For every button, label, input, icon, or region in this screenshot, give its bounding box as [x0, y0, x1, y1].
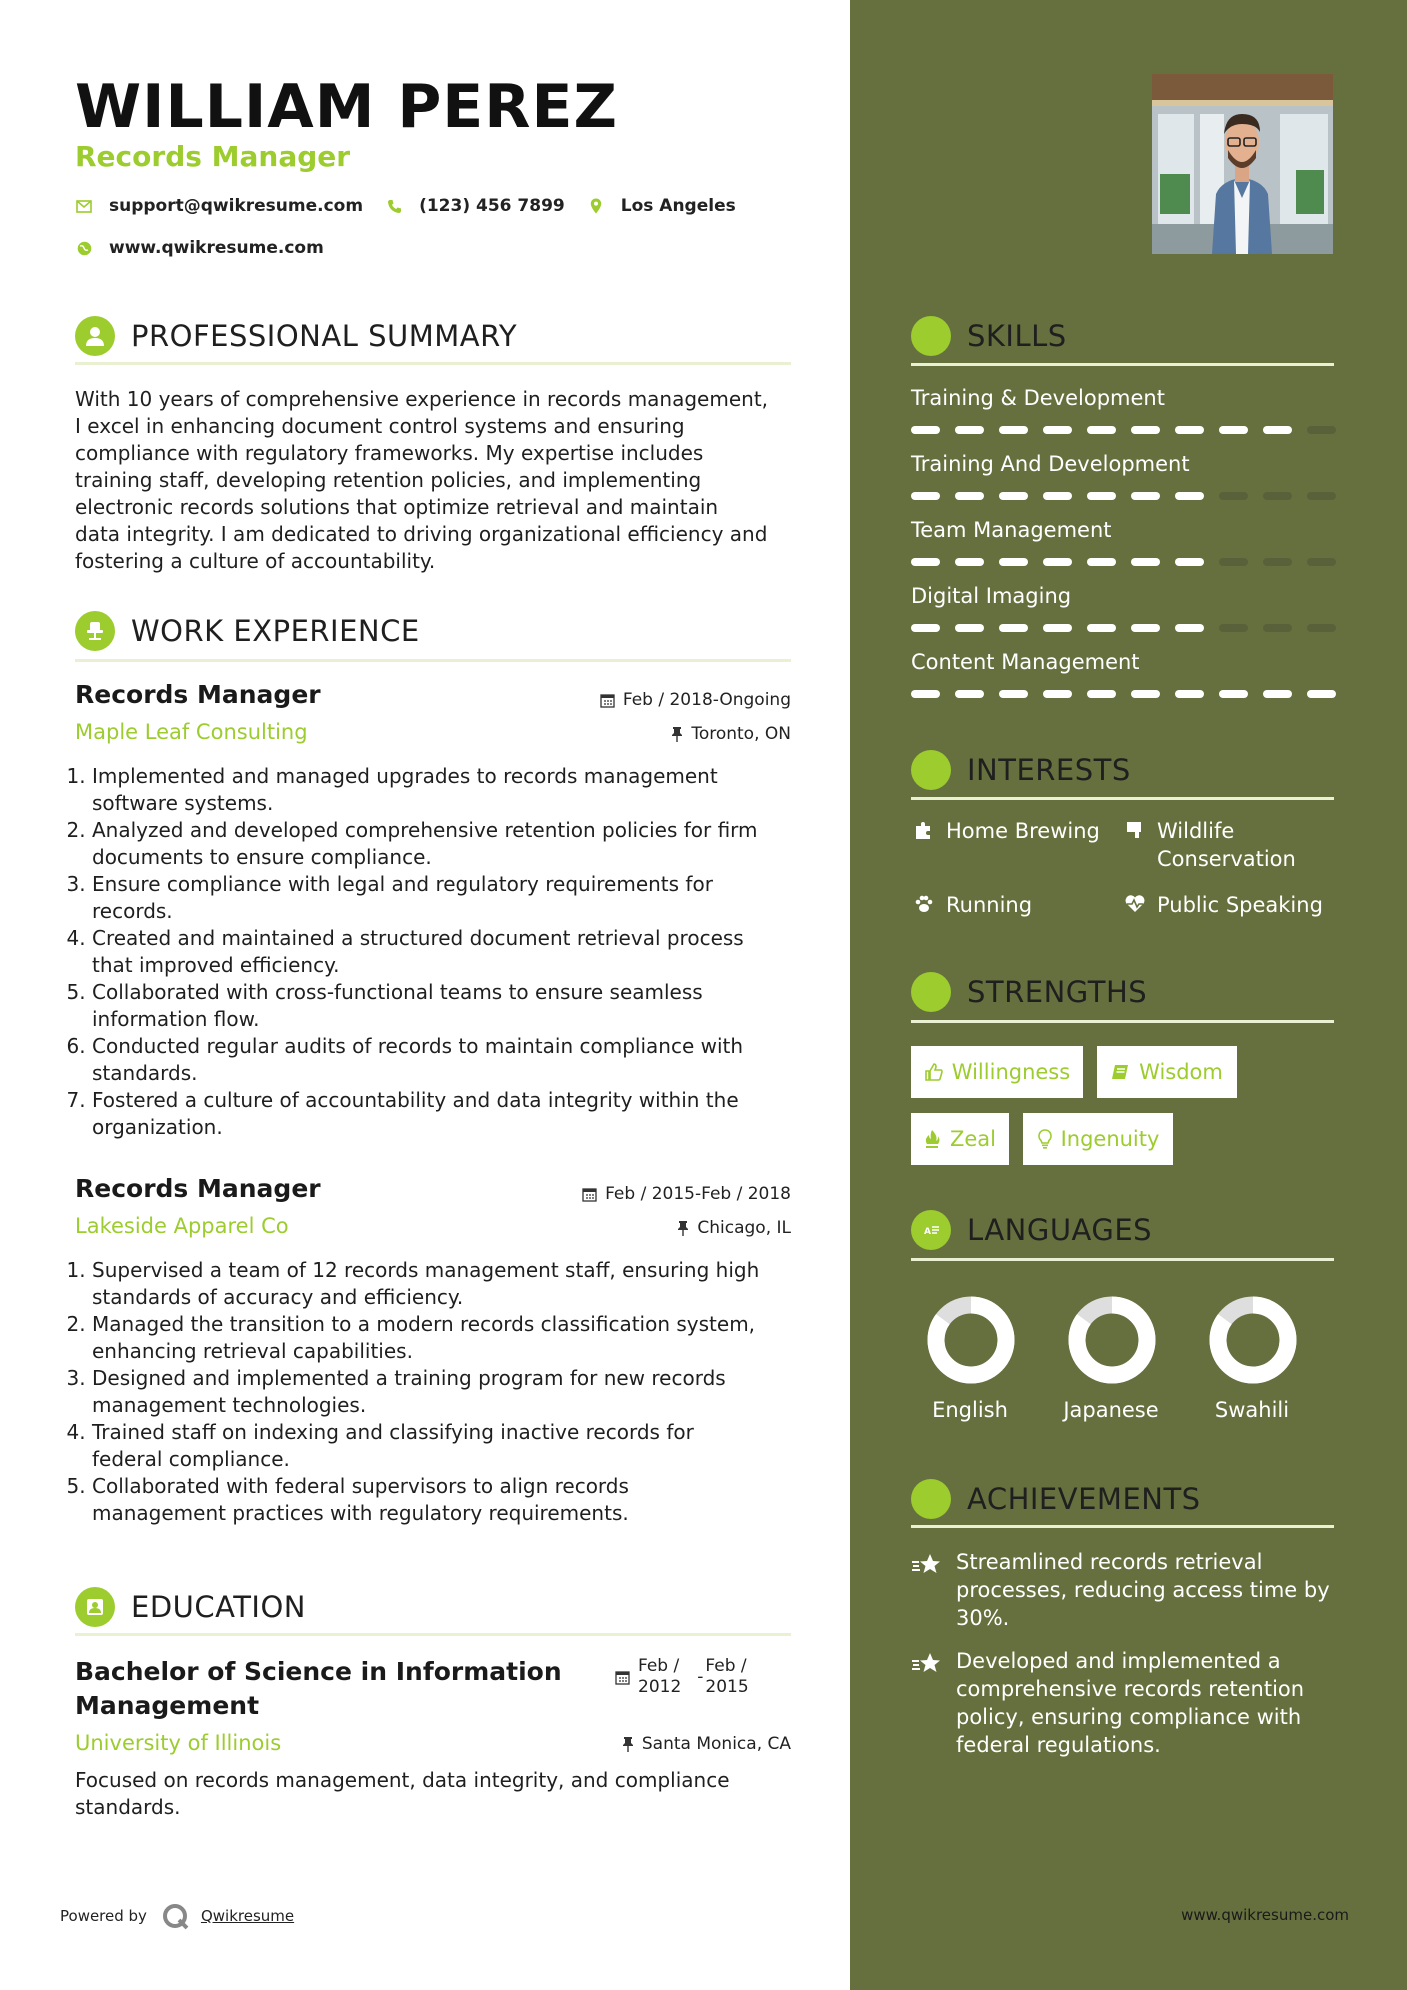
company-name: Maple Leaf Consulting: [75, 720, 308, 744]
skill-meter: [911, 426, 1351, 434]
section-divider-languages: [911, 1258, 1334, 1261]
phone-icon: [385, 197, 403, 215]
skill-meter: [911, 690, 1351, 698]
job-location-text: Chicago, IL: [697, 1218, 791, 1238]
language-name: Japanese: [1063, 1398, 1159, 1422]
job-duties-list: [74, 1257, 814, 1527]
section-divider-strengths: [911, 1020, 1334, 1023]
skill-dash: [1043, 492, 1072, 500]
job-title: Records Manager: [75, 680, 321, 709]
star-badge-icon: [911, 1647, 943, 1675]
language-ring: [1198, 1290, 1308, 1394]
degree-line: Bachelor of Science in Information: [75, 1657, 562, 1686]
flag-icon: [1122, 817, 1148, 840]
list-item: 2. Managed the transition to a modern records classification system, enhancing retrieval capabilities.: [92, 1311, 814, 1365]
list-item: 5. Collaborated with cross-functional teams to ensure seamless information flow.: [92, 979, 814, 1033]
section-header-skills: [911, 316, 1067, 356]
job-date: [582, 1184, 791, 1204]
skill-dash: [1219, 492, 1248, 500]
skill-dash: [1175, 426, 1204, 434]
skill-dash: [1307, 690, 1336, 698]
summary-line: With 10 years of comprehensive experience in records management,: [75, 387, 769, 411]
skill-dash: [1263, 492, 1292, 500]
contact-location: [587, 196, 736, 216]
company-name: Lakeside Apparel Co: [75, 1214, 289, 1238]
job-location-text: Toronto, ON: [691, 724, 791, 744]
skill-dash: [999, 690, 1028, 698]
job-location: [677, 1218, 791, 1238]
skill-name: Digital Imaging: [911, 584, 1072, 608]
thumbs-up-icon: [924, 1062, 944, 1082]
envelope-icon: [75, 197, 93, 215]
skill-dash: [911, 426, 940, 434]
skill-name: Team Management: [911, 518, 1112, 542]
globe-icon: [75, 239, 93, 257]
skill-dash: [1175, 558, 1204, 566]
skill-dash: [1131, 492, 1160, 500]
skill-dash: [1307, 624, 1336, 632]
skill-meter: [911, 492, 1351, 500]
section-header-education: [75, 1587, 306, 1627]
puzzle-icon: [911, 817, 937, 840]
strength-label: Ingenuity: [1060, 1127, 1160, 1151]
language-ring-svg: [1062, 1290, 1162, 1390]
section-divider-achievements: [911, 1525, 1334, 1528]
section-title-summary: PROFESSIONAL SUMMARY: [131, 319, 518, 353]
pushpin-icon: [677, 1220, 689, 1236]
section-divider-education: [75, 1633, 791, 1636]
office-chair-icon: [75, 611, 115, 651]
skill-dash: [999, 558, 1028, 566]
achievement-item: Developed and implemented a comprehensive records retention policy, ensuring compliance with federal regulations.: [911, 1647, 1304, 1759]
paper-plane-icon: [911, 750, 951, 790]
skill-dash: [955, 624, 984, 632]
section-divider-experience: [75, 659, 791, 662]
summary-line: data integrity. I am dedicated to driving organizational efficiency and: [75, 522, 768, 546]
skill-dash: [1087, 690, 1116, 698]
degree-line: Management: [75, 1691, 260, 1720]
skill-dash: [1043, 624, 1072, 632]
summary-line: fostering a culture of accountability.: [75, 549, 436, 573]
section-divider-skills: [911, 363, 1334, 366]
skill-dash: [1219, 558, 1248, 566]
section-title-interests: INTERESTS: [967, 753, 1131, 787]
education-description: Focused on records management, data integrity, and compliance standards.: [75, 1768, 730, 1819]
strength-chip: [1023, 1113, 1173, 1165]
phone-text: (123) 456 7899: [419, 196, 565, 216]
contact-phone[interactable]: [385, 196, 565, 216]
skill-name: Training And Development: [911, 452, 1190, 476]
section-header-languages: [911, 1210, 1152, 1250]
skill-dash: [1263, 624, 1292, 632]
skill-dash: [1131, 624, 1160, 632]
section-header-achievements: [911, 1479, 1201, 1519]
contact-email[interactable]: [75, 196, 363, 216]
skill-meter: [911, 624, 1351, 632]
strength-label: Willingness: [951, 1060, 1071, 1084]
language-ring: [1057, 1290, 1167, 1394]
calendar-icon: [600, 693, 615, 708]
candidate-role: Records Manager: [75, 140, 351, 173]
education-end: - Feb / 2015: [697, 1656, 749, 1697]
list-item: 1. Implemented and managed upgrades to records management software systems.: [92, 763, 814, 817]
user-icon: [75, 316, 115, 356]
skill-dash: [955, 558, 984, 566]
email-text: support@qwikresume.com: [109, 196, 364, 216]
skill-dash: [1087, 492, 1116, 500]
skill-name: Content Management: [911, 650, 1140, 674]
language-name: English: [932, 1398, 1008, 1422]
skill-dash: [999, 426, 1028, 434]
skill-dash: [911, 492, 940, 500]
powered-by-text: Powered by: [60, 1907, 147, 1925]
skill-dash: [1043, 690, 1072, 698]
skill-dash: [1131, 558, 1160, 566]
summary-text: [75, 386, 805, 575]
section-title-languages: LANGUAGES: [967, 1213, 1153, 1247]
skill-meter: [911, 558, 1351, 566]
pushpin-icon: [622, 1736, 634, 1752]
summary-line: I excel in enhancing document control systems and ensuring: [75, 414, 685, 438]
skill-dash: [1263, 690, 1292, 698]
svg-text:A: A: [924, 1227, 931, 1237]
heartbeat-icon: [1122, 891, 1148, 914]
skill-dash: [1219, 426, 1248, 434]
education-start: Feb / 2012: [638, 1656, 682, 1697]
star-badge-icon: [911, 1548, 943, 1576]
skill-dash: [1219, 624, 1248, 632]
list-item: 3. Ensure compliance with legal and regulatory requirements for records.: [92, 871, 814, 925]
graduation-icon: [75, 1587, 115, 1627]
summary-line: electronic records solutions that optimize retrieval and maintain: [75, 495, 719, 519]
job-duties-list: [74, 763, 814, 1141]
summary-line: training staff, developing retention policies, and implementing: [75, 468, 702, 492]
paw-icon: [911, 891, 937, 914]
skill-dash: [1263, 558, 1292, 566]
school-name: University of Illinois: [75, 1731, 282, 1755]
skill-dash: [1307, 426, 1336, 434]
skill-dash: [911, 558, 940, 566]
interest-item: Public Speaking: [1122, 891, 1323, 919]
skill-dash: [1043, 426, 1072, 434]
skill-dash: [1175, 690, 1204, 698]
section-header-summary: [75, 316, 517, 356]
section-divider-summary: [75, 362, 791, 365]
interest-item: Home Brewing: [911, 817, 1100, 845]
skill-dash: [1087, 624, 1116, 632]
skill-dash: [1131, 426, 1160, 434]
list-item: 5. Collaborated with federal supervisors to align records management practices with regulatory requirements.: [92, 1473, 814, 1527]
language-ring-svg: [1203, 1290, 1303, 1390]
book-icon: [1111, 1062, 1131, 1082]
candidate-name: WILLIAM PEREZ: [75, 72, 618, 142]
footer-powered-by: [60, 1902, 294, 1930]
section-header-strengths: [911, 972, 1147, 1012]
section-header-interests: [911, 750, 1131, 790]
lightbulb-icon: [911, 316, 951, 356]
education-date: [615, 1656, 749, 1698]
contact-row-2: [75, 238, 346, 258]
skill-name: Training & Development: [911, 386, 1165, 410]
skill-dash: [1307, 492, 1336, 500]
section-title-experience: WORK EXPERIENCE: [131, 614, 420, 648]
interest-item: Running: [911, 891, 1032, 919]
qwikresume-link[interactable]: Qwikresume: [200, 1907, 295, 1925]
calendar-icon: [615, 1670, 630, 1685]
achievement-item: Streamlined records retrieval processes, reducing access time by 30%.: [911, 1548, 1330, 1632]
strength-chip: [911, 1113, 1009, 1165]
skill-dash: [1131, 690, 1160, 698]
list-item: 4. Created and maintained a structured document retrieval process that improved efficiency.: [92, 925, 814, 979]
skill-dash: [911, 624, 940, 632]
job-date: [600, 690, 791, 710]
profile-photo: [1152, 74, 1333, 254]
section-title-skills: SKILLS: [967, 319, 1067, 353]
location-text: Los Angeles: [620, 196, 736, 216]
list-item: 1. Supervised a team of 12 records management staff, ensuring high standards of accuracy and efficiency.: [92, 1257, 814, 1311]
interest-item: Wildlife Conservation: [1122, 817, 1296, 873]
skill-dash: [999, 492, 1028, 500]
education-location-text: Santa Monica, CA: [641, 1734, 791, 1754]
list-item: 4. Trained staff on indexing and classifying inactive records for federal compliance.: [92, 1419, 814, 1473]
degree-title: [75, 1655, 562, 1723]
qwikresume-logo-icon: [161, 1902, 191, 1930]
map-pin-icon: [587, 197, 605, 215]
job-location: [671, 724, 791, 744]
section-header-experience: [75, 611, 420, 651]
star-badge-icon: [911, 1479, 951, 1519]
skill-dash: [999, 624, 1028, 632]
strength-chip: [911, 1046, 1083, 1098]
skill-dash: [1087, 558, 1116, 566]
strength-chip: [1097, 1046, 1237, 1098]
fist-icon: [911, 972, 951, 1012]
footer-site[interactable]: www.qwikresume.com: [1181, 1906, 1349, 1924]
job-date-text: Feb / 2015-Feb / 2018: [605, 1184, 791, 1204]
summary-line: compliance with regulatory frameworks. My expertise includes: [75, 441, 704, 465]
list-item: 6. Conducted regular audits of records to maintain compliance with standards.: [92, 1033, 814, 1087]
strength-label: Wisdom: [1139, 1060, 1223, 1084]
language-name: Swahili: [1214, 1398, 1290, 1422]
language-ring: [916, 1290, 1026, 1394]
website-text: www.qwikresume.com: [109, 238, 324, 258]
skill-dash: [1263, 426, 1292, 434]
list-item: 7. Fostered a culture of accountability and data integrity within the organization.: [92, 1087, 814, 1141]
skill-dash: [1087, 426, 1116, 434]
language-card-icon: [911, 1210, 951, 1250]
section-title-strengths: STRENGTHS: [967, 975, 1148, 1009]
skill-dash: [955, 690, 984, 698]
flame-icon: [924, 1129, 942, 1149]
section-divider-interests: [911, 797, 1334, 800]
strength-label: Zeal: [949, 1127, 996, 1151]
skill-dash: [911, 690, 940, 698]
section-title-education: EDUCATION: [131, 1590, 307, 1624]
section-title-achievements: ACHIEVEMENTS: [967, 1482, 1201, 1516]
lightbulb-icon: [1037, 1129, 1053, 1149]
skill-dash: [1175, 624, 1204, 632]
list-item: 3. Designed and implemented a training program for new records management technologies.: [92, 1365, 814, 1419]
education-location: [622, 1734, 791, 1754]
job-date-text: Feb / 2018-Ongoing: [622, 690, 791, 710]
skill-dash: [1043, 558, 1072, 566]
skill-dash: [1307, 558, 1336, 566]
pushpin-icon: [671, 726, 683, 742]
skill-dash: [1175, 492, 1204, 500]
contact-website[interactable]: [75, 238, 324, 258]
language-ring-svg: [921, 1290, 1021, 1390]
skill-dash: [1219, 690, 1248, 698]
contact-row-1: [75, 196, 758, 216]
list-item: 2. Analyzed and developed comprehensive retention policies for firm documents to ensure compliance.: [92, 817, 814, 871]
skill-dash: [955, 492, 984, 500]
job-title: Records Manager: [75, 1174, 321, 1203]
calendar-icon: [582, 1187, 597, 1202]
skill-dash: [955, 426, 984, 434]
